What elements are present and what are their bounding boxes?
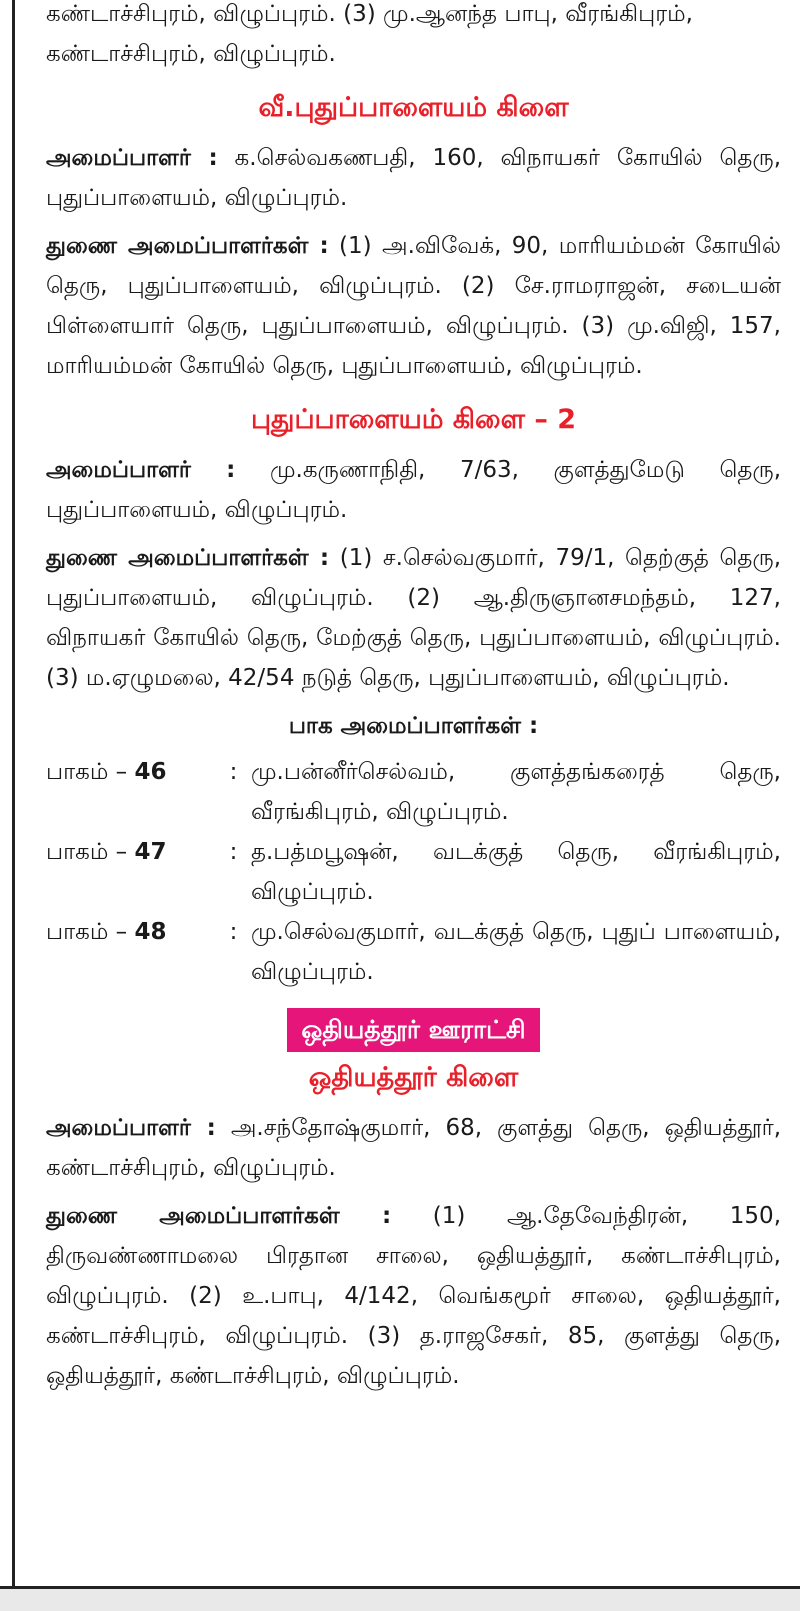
branch-title-odhiyathur: ஒதியத்தூர் கிளை [308,1062,519,1093]
footer-band [0,1589,800,1611]
top-fragment-line-2: கண்டாச்சிபுரம், விழுப்புரம். [46,41,336,67]
organizer-paragraph [46,1108,781,1188]
deputies-paragraph [46,1196,781,1396]
panchayat-banner: ஒதியத்தூர் ஊராட்சி [287,1008,539,1052]
branch-title-pudupalayam-2: புதுப்பாளையம் கிளை – 2 [250,404,577,435]
organizer-text: அ.சந்தோஷ்குமார், 68, குளத்து தெரு, ஒதியத்தூர், கண்டாச்சிபுரம், விழுப்புரம். [46,1115,781,1181]
deputies-label: துணை அமைப்பாளர்கள் : [46,545,330,571]
deputies-label: துணை அமைப்பாளர்கள் : [46,1203,392,1229]
part-number: 48 [134,919,167,945]
part-label [46,752,216,832]
organizer-label: அமைப்பாளர் : [46,1115,216,1141]
deputies-label: துணை அமைப்பாளர்கள் : [46,233,329,259]
deputies-paragraph [46,226,781,386]
part-label [46,832,216,912]
panchayat-banner-wrap [46,1008,781,1052]
deputies-text: (1) அ.விவேக், 90, மாரியம்மன் கோயில் தெரு, புதுப்பாளையம், விழுப்புரம். (2) சே.ராமராஜன், சடையன் பிள்ளையார் தெரு, புதுப்பாளையம், விழுப்புரம். (3) மு.விஜி, 157, மாரியம்மன் கோயில் தெரு, புதுப்பாளையம், விழுப்புரம். [46,233,782,379]
top-fragment [46,0,781,74]
part-number: 46 [134,759,167,785]
organizer-text: மு.கருணாநிதி, 7/63, குளத்துமேடு தெரு, புதுப்பாளையம், விழுப்புரம். [46,457,782,523]
part-text: மு.செல்வகுமார், வடக்குத் தெரு, புதுப் பாளையம், விழுப்புரம். [251,919,781,985]
part-label-text: பாகம் – [46,839,128,865]
organizer-paragraph [46,138,781,218]
branch-title-pudupalayam: வீ.புதுப்பாளையம் கிளை [258,92,569,123]
part-label-text: பாகம் – [46,759,128,785]
part-text: த.பத்மபூஷன், வடக்குத் தெரு, வீரங்கிபுரம், விழுப்புரம். [251,839,781,905]
deputies-paragraph [46,538,781,698]
part-label-text: பாகம் – [46,919,128,945]
part-colon: : [229,839,238,865]
article-column [46,0,781,1404]
part-number: 47 [134,839,167,865]
part-row-46 [46,752,781,832]
part-row-48 [46,912,781,992]
deputies-text: (1) ஆ.தேவேந்திரன், 150, திருவண்ணாமலை பிரதான சாலை, ஒதியத்தூர், கண்டாச்சிபுரம், விழுப்புரம். (2) உ.பாபு, 4/142, வெங்கமூர் சாலை, ஒதியத்தூர், கண்டாச்சிபுரம், விழுப்புரம். (3) த.ராஜசேகர், 85, குளத்து தெரு, ஒதியத்தூர், கண்டாச்சிபுரம், விழுப்புரம். [46,1203,782,1389]
part-label [46,912,216,992]
organizer-label: அமைப்பாளர் : [46,457,236,483]
part-colon: : [229,919,238,945]
part-colon: : [229,759,238,785]
deputies-text: (1) ச.செல்வகுமார், 79/1, தெற்குத் தெரு, புதுப்பாளையம், விழுப்புரம். (2) ஆ.திருஞானசமந்தம், 127, விநாயகர் கோயில் தெரு, மேற்குத் தெரு, புதுப்பாளையம், விழுப்புரம். (3) ம.ஏழுமலை, 42/54 நடுத் தெரு, புதுப்பாளையம், விழுப்புரம். [46,545,782,691]
organizer-paragraph [46,450,781,530]
left-border-rule [12,0,15,1588]
organizer-text: க.செல்வகணபதி, 160, விநாயகர் கோயில் தெரு, புதுப்பாளையம், விழுப்புரம். [46,145,782,211]
organizer-label: அமைப்பாளர் : [46,145,218,171]
part-row-47 [46,832,781,912]
part-organizers-heading: பாக அமைப்பாளர்கள் : [288,713,539,739]
top-fragment-line-1: கண்டாச்சிபுரம், விழுப்புரம். (3) மு.ஆனந்த பாபு, வீரங்கிபுரம், [46,1,693,27]
part-text: மு.பன்னீர்செல்வம், குளத்தங்கரைத் தெரு, வீரங்கிபுரம், விழுப்புரம். [251,759,781,825]
